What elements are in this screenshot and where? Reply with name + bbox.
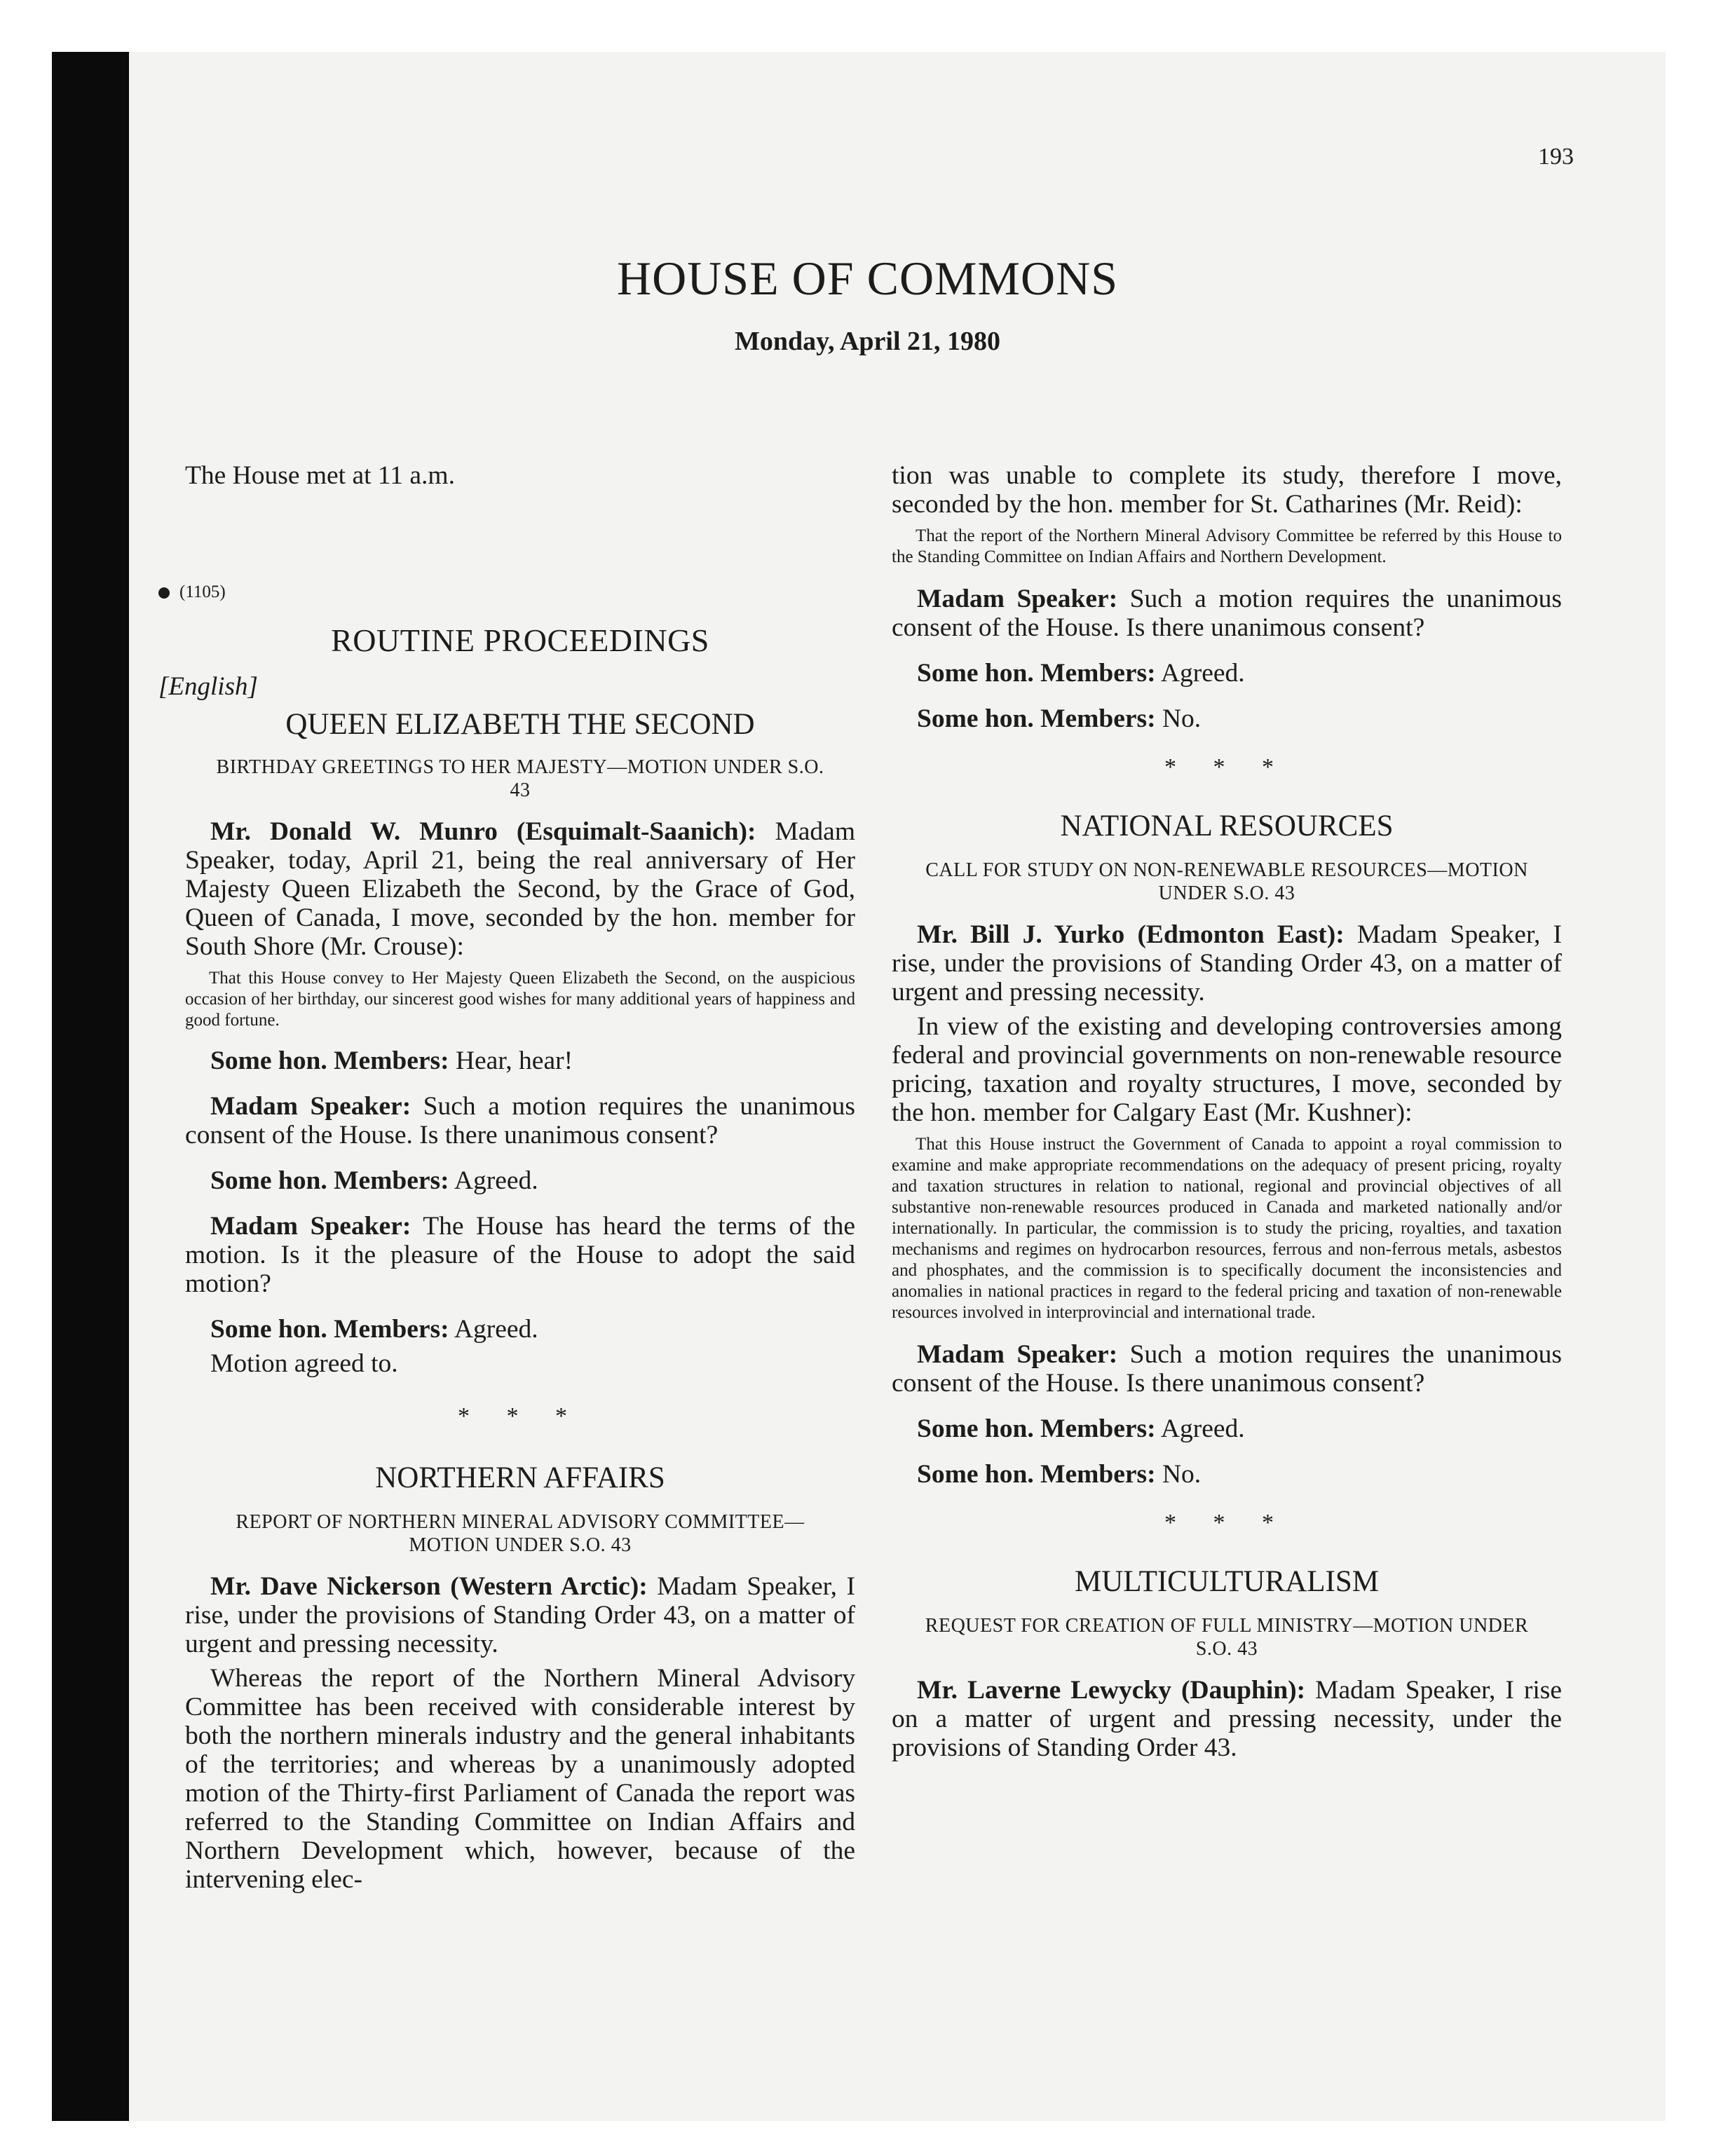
subject-heading-queen: QUEEN ELIZABETH THE SECOND <box>285 708 755 741</box>
right-column <box>892 461 1562 1762</box>
section-divider: * * * <box>1164 754 1289 780</box>
speaker-name: Some hon. Members: <box>917 659 1156 688</box>
speech-r2 <box>892 659 1562 688</box>
speech-text: Agreed. <box>1155 1414 1245 1443</box>
speech-text: No. <box>1155 1460 1202 1489</box>
speech-lewycky <box>892 1676 1562 1762</box>
speech-text: Madam Speaker, I rise, under the provisions of Standing Order 43, on a matter of urgent and pressing necessity. <box>892 920 1562 1007</box>
continuation-text: tion was unable to complete its study, therefore I move, seconded by the hon. member for St. Catharines (Mr. Reid): <box>892 461 1562 519</box>
section-divider: * * * <box>1164 1510 1289 1536</box>
speaker-name: Madam Speaker: <box>210 1092 411 1121</box>
speech-text: Hear, hear! <box>449 1046 573 1075</box>
language-label: English <box>168 672 248 701</box>
speaker-name: Some hon. Members: <box>917 704 1156 733</box>
speech-r5 <box>892 1414 1562 1443</box>
speaker-name: Some hon. Members: <box>210 1315 449 1344</box>
speech-text: Such a motion requires the unanimous consent of the House. Is there unanimous consent? <box>185 1092 855 1149</box>
speech-text: Madam Speaker, I rise, under the provisions of Standing Order 43, on a matter of urgent and pressing necessity. <box>185 1572 855 1658</box>
section-heading-routine: ROUTINE PROCEEDINGS <box>331 622 709 658</box>
speaker-name: Some hon. Members: <box>917 1414 1156 1443</box>
speech-yurko <box>892 920 1562 1007</box>
speech-text: Such a motion requires the unanimous consent of the House. Is there unanimous consent? <box>892 585 1562 642</box>
speech-p5 <box>185 1315 855 1344</box>
left-column <box>158 461 855 1894</box>
speech-p3 <box>185 1166 855 1195</box>
speech-text: The House has heard the terms of the motion. Is it the pleasure of the House to adopt the said motion? <box>185 1212 855 1298</box>
speaker-name: Some hon. Members: <box>917 1460 1156 1489</box>
speech-r6 <box>892 1460 1562 1489</box>
speaker-name: Mr. Laverne Lewycky (Dauphin): <box>917 1676 1306 1705</box>
subject-subheading-northern: REPORT OF NORTHERN MINERAL ADVISORY COMMITTEE—MOTION UNDER S.O. 43 <box>236 1511 805 1556</box>
sitting-date: Monday, April 21, 1980 <box>735 327 1000 356</box>
speaker-name: Some hon. Members: <box>210 1166 449 1195</box>
speech-r4 <box>892 1340 1562 1398</box>
speaker-name: Mr. Bill J. Yurko (Edmonton East): <box>917 920 1345 949</box>
speech-text: Agreed. <box>449 1315 538 1344</box>
motion-quote-nickerson: That the report of the Northern Mineral Advisory Committee be referred by this House to the Standing Committee on Indian Affairs and Northern Development. <box>892 526 1562 566</box>
speech-text: Such a motion requires the unanimous consent of the House. Is there unanimous consent? <box>892 1340 1562 1398</box>
subject-subheading-national: CALL FOR STUDY ON NON-RENEWABLE RESOURCES—MOTION UNDER S.O. 43 <box>925 859 1528 904</box>
speaker-name: Madam Speaker: <box>917 1340 1118 1369</box>
motion-quote-munro: That this House convey to Her Majesty Queen Elizabeth the Second, on the auspicious occasion of her birthday, our sincerest good wishes for many additional years of happiness and good fortune. <box>185 969 855 1030</box>
page-title: HOUSE OF COMMONS <box>616 252 1119 305</box>
speech-text: Agreed. <box>1155 659 1245 688</box>
motion-quote-yurko: That this House instruct the Government of Canada to appoint a royal commission to examine and make appropriate recommendations on the adequacy of present pricing, royalty and taxation structures in relation to national, regional and provincial objectives of all substantive non-renewable resources produced in Canada and marketed nationally and/or internationally. In particular, the commission is to study the pricing, royalties, and taxation mechanisms and regimes on hydrocarbon resources, ferrous and non-ferrous metals, asbestos and phosphates, and the commission is to specifically document the inconsistencies and anomalies in national practices in regard to the federal pricing and taxation of non-renewable resources involved in interprovincial and international trade. <box>892 1135 1562 1322</box>
section-divider: * * * <box>458 1403 583 1429</box>
language-tag: [English] <box>158 672 258 701</box>
motion-agreed: Motion agreed to. <box>210 1349 398 1378</box>
speech-text: No. <box>1155 704 1202 733</box>
speech-nickerson <box>185 1572 855 1658</box>
speech-r3 <box>892 704 1562 733</box>
speech-text: Agreed. <box>449 1166 538 1195</box>
bullet-icon <box>158 587 170 599</box>
speaker-name: Madam Speaker: <box>917 585 1118 613</box>
speech-munro <box>185 817 855 961</box>
subject-heading-national: NATIONAL RESOURCES <box>1060 810 1394 842</box>
speaker-name: Madam Speaker: <box>210 1212 411 1241</box>
speech-p1 <box>185 1046 855 1075</box>
subject-subheading-multiculturalism: REQUEST FOR CREATION OF FULL MINISTRY—MOTION UNDER S.O. 43 <box>925 1615 1529 1660</box>
speaker-name: Mr. Donald W. Munro (Esquimalt-Saanich): <box>210 817 756 846</box>
speech-p2 <box>185 1092 855 1149</box>
speaker-name: Some hon. Members: <box>210 1046 449 1075</box>
book-spine-shadow <box>52 52 129 2121</box>
speech-text: Madam Speaker, today, April 21, being the real anniversary of Her Majesty Queen Elizabeth the Second, by the Grace of God, Queen of Canada, I move, seconded by the hon. member for South Shore (Mr. Crouse): <box>185 817 855 961</box>
speaker-name: Mr. Dave Nickerson (Western Arctic): <box>210 1572 648 1601</box>
time-mark-label: (1105) <box>179 582 226 601</box>
subject-heading-multiculturalism: MULTICULTURALISM <box>1074 1565 1380 1598</box>
page-number: 193 <box>1538 144 1574 170</box>
yurko-view-paragraph: In view of the existing and developing controversies among federal and provincial governments on non-renewable resource pricing, taxation and royalty structures, I move, seconded by the hon. member for Calgary East (Mr. Kushner): <box>892 1012 1562 1127</box>
whereas-paragraph: Whereas the report of the Northern Mineral Advisory Committee has been received with considerable interest by both the northern minerals industry and the general inhabitants of the territories; and whereas by a unanimously adopted motion of the Thirty-first Parliament of Canada the report was referred to the Standing Committee on Indian Affairs and Northern Development which, however, because of the intervening elec- <box>185 1664 855 1894</box>
speech-text: Madam Speaker, I rise on a matter of urgent and pressing necessity, under the provisions of Standing Order 43. <box>892 1676 1562 1762</box>
speech-r1 <box>892 585 1562 642</box>
speech-p4 <box>185 1212 855 1298</box>
opening-line: The House met at 11 a.m. <box>185 461 455 490</box>
subject-heading-northern: NORTHERN AFFAIRS <box>375 1461 665 1494</box>
subject-subheading-queen: BIRTHDAY GREETINGS TO HER MAJESTY—MOTION UNDER S.O. 43 <box>216 756 824 801</box>
time-mark <box>158 582 855 602</box>
